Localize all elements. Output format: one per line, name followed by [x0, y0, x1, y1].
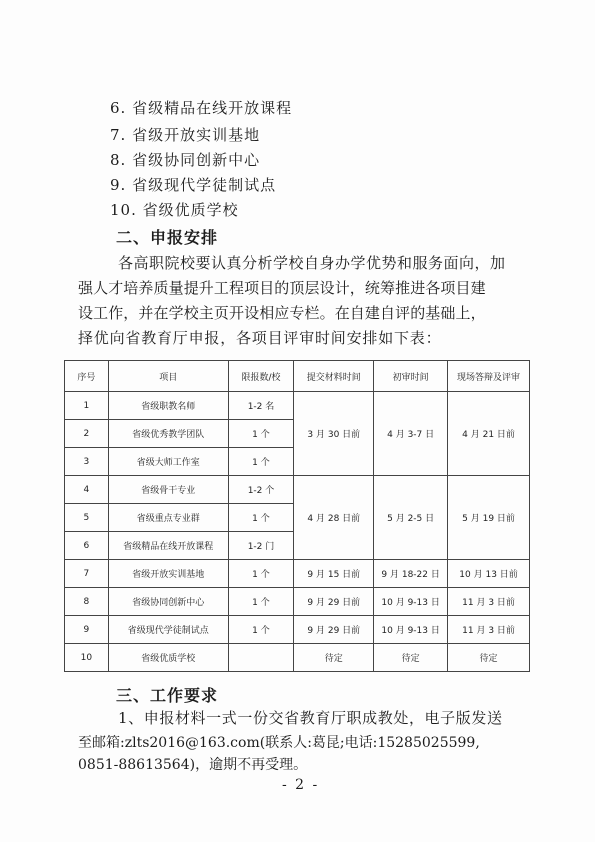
- table-header-row: [65, 361, 530, 392]
- list-item-10: 10. 省级优质学校: [110, 201, 239, 219]
- quota-cell: 1-2 个: [228, 476, 294, 504]
- section-2-paragraph-line: 强人才培养质量提升工程项目的顶层设计，统筹推进各项目建: [78, 279, 486, 297]
- quota-cell: 1-2 名: [228, 392, 294, 420]
- header-cell: 限报数/校: [228, 361, 294, 392]
- quota-cell: 1 个: [228, 560, 294, 588]
- project-cell: 省级协同创新中心: [108, 588, 228, 616]
- section-2-paragraph-line: 择优向省教育厅申报，各项目评审时间安排如下表：: [78, 329, 442, 347]
- defense-time-cell: 4 月 21 日前: [448, 392, 530, 476]
- page-number: - 2 -: [282, 777, 320, 793]
- defense-time-cell: 11 月 3 日前: [448, 616, 530, 644]
- row-number-cell: 10: [65, 644, 109, 672]
- row-number-cell: 5: [65, 504, 109, 532]
- header-cell: 提交材料时间: [294, 361, 374, 392]
- row-number-cell: 6: [65, 532, 109, 560]
- section-2-paragraph-line: 设工作，并在学校主页开设相应专栏。在自建自评的基础上，: [78, 304, 486, 322]
- header-cell: 现场答辩及评审: [448, 361, 530, 392]
- submit-time-cell: 9 月 15 日前: [294, 560, 374, 588]
- defense-time-cell: 5 月 19 日前: [448, 476, 530, 560]
- row-number-cell: 7: [65, 560, 109, 588]
- quota-cell: 1 个: [228, 420, 294, 448]
- submit-time-cell: 3 月 30 日前: [294, 392, 374, 476]
- section-2-heading: 二、申报安排: [116, 228, 219, 247]
- review-time-cell: 4 月 3-7 日: [374, 392, 448, 476]
- header-cell: 初审时间: [374, 361, 448, 392]
- schedule-table: [64, 360, 530, 672]
- row-number-cell: 2: [65, 420, 109, 448]
- submit-time-cell: 9 月 29 日前: [294, 588, 374, 616]
- table-row: [65, 644, 530, 672]
- row-number-cell: 1: [65, 392, 109, 420]
- project-cell: 省级优质学校: [108, 644, 228, 672]
- list-item-8: 8. 省级协同创新中心: [110, 151, 261, 169]
- row-number-cell: 8: [65, 588, 109, 616]
- table-row: [65, 616, 530, 644]
- section-3-line: 至邮箱:zlts2016@163.com(联系人:葛昆;电话:15285025599,: [78, 735, 480, 751]
- table-row: [65, 560, 530, 588]
- review-time-cell: 10 月 9-13 日: [374, 616, 448, 644]
- quota-cell: [228, 644, 294, 672]
- row-number-cell: 3: [65, 448, 109, 476]
- table-row: [65, 476, 530, 504]
- quota-cell: 1 个: [228, 504, 294, 532]
- quota-cell: 1-2 门: [228, 532, 294, 560]
- defense-time-cell: 11 月 3 日前: [448, 588, 530, 616]
- project-cell: 省级优秀教学团队: [108, 420, 228, 448]
- list-item-7: 7. 省级开放实训基地: [110, 126, 261, 144]
- project-cell: 省级重点专业群: [108, 504, 228, 532]
- review-time-cell: 10 月 9-13 日: [374, 588, 448, 616]
- project-cell: 省级骨干专业: [108, 476, 228, 504]
- row-number-cell: 4: [65, 476, 109, 504]
- project-cell: 省级精品在线开放课程: [108, 532, 228, 560]
- header-cell: 序号: [65, 361, 109, 392]
- project-cell: 省级职教名师: [108, 392, 228, 420]
- table-row: [65, 588, 530, 616]
- defense-time-cell: 待定: [448, 644, 530, 672]
- project-cell: 省级开放实训基地: [108, 560, 228, 588]
- review-time-cell: 待定: [374, 644, 448, 672]
- quota-cell: 1 个: [228, 588, 294, 616]
- quota-cell: 1 个: [228, 616, 294, 644]
- list-item-9: 9. 省级现代学徒制试点: [110, 176, 277, 194]
- row-number-cell: 9: [65, 616, 109, 644]
- section-3-heading: 三、工作要求: [116, 686, 219, 705]
- review-time-cell: 9 月 18-22 日: [374, 560, 448, 588]
- list-item-6: 6. 省级精品在线开放课程: [110, 99, 293, 117]
- table-row: [65, 392, 530, 420]
- review-time-cell: 5 月 2-5 日: [374, 476, 448, 560]
- project-cell: 省级大师工作室: [108, 448, 228, 476]
- defense-time-cell: 10 月 13 日前: [448, 560, 530, 588]
- section-3-line: 1、申报材料一式一份交省教育厅职成教处，电子版发送: [118, 709, 503, 727]
- submit-time-cell: 4 月 28 日前: [294, 476, 374, 560]
- submit-time-cell: 9 月 29 日前: [294, 616, 374, 644]
- submit-time-cell: 待定: [294, 644, 374, 672]
- section-3-line: 0851-88613564)，逾期不再受理。: [78, 757, 308, 773]
- quota-cell: 1 个: [228, 448, 294, 476]
- project-cell: 省级现代学徒制试点: [108, 616, 228, 644]
- section-2-paragraph-line: 各高职院校要认真分析学校自身办学优势和服务面向，加: [118, 254, 506, 272]
- header-cell: 项目: [108, 361, 228, 392]
